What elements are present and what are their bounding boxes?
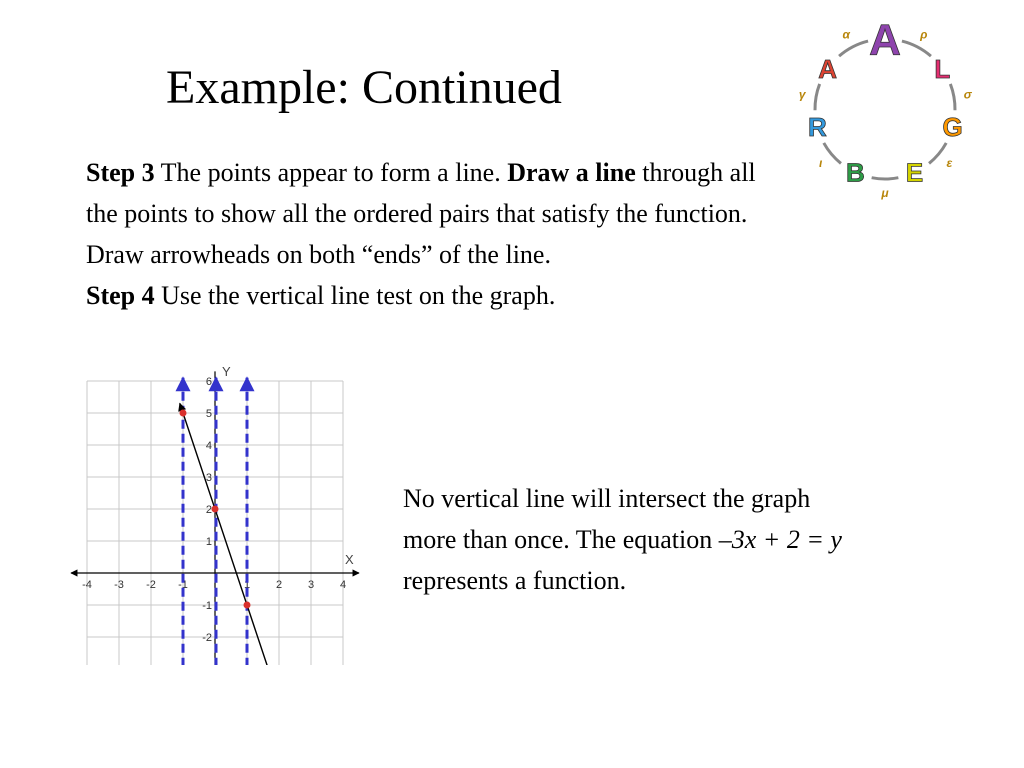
logo-greek-symbol: ε — [946, 155, 953, 170]
y-tick-label: -1 — [202, 600, 212, 612]
step-3-label: Step 3 — [86, 158, 155, 187]
logo-arrow — [824, 143, 841, 163]
conclusion-line-3: represents a function. — [403, 566, 627, 595]
x-tick-label: 3 — [307, 579, 315, 591]
logo-letter: B — [846, 157, 865, 188]
plotted-point — [212, 506, 219, 513]
logo-letter: G — [942, 112, 963, 143]
algebra-logo — [785, 14, 985, 214]
x-tick-label: -2 — [146, 579, 156, 591]
equation-text: –3x + 2 = y — [718, 525, 842, 554]
logo-letter: A — [818, 53, 838, 84]
logo-arrow — [929, 143, 946, 163]
logo-letter: R — [807, 112, 827, 143]
logo-greek-symbol: α — [842, 27, 850, 42]
logo-arrow — [902, 41, 931, 56]
x-axis-label: X — [345, 552, 354, 567]
step-3-paragraph — [86, 152, 786, 275]
logo-greek-symbol: ι — [818, 155, 823, 170]
y-axis-label: Y — [222, 364, 231, 379]
conclusion-line-2 — [403, 519, 1003, 560]
plotted-point — [180, 410, 187, 417]
step-4-text: Use the vertical line test on the graph. — [154, 281, 556, 310]
coordinate-graph — [60, 360, 370, 665]
y-tick-label: 6 — [205, 376, 212, 388]
conclusion-line-2-text: more than once. The equation — [403, 525, 719, 554]
step-4-paragraph — [86, 275, 786, 316]
conclusion-text — [403, 478, 1003, 601]
x-tick-label: 1 — [243, 579, 251, 591]
y-tick-label: 1 — [205, 536, 212, 548]
logo-arrow — [872, 178, 899, 179]
y-tick-label: 4 — [205, 440, 212, 452]
logo-greek-symbol: γ — [798, 87, 806, 102]
step-3-bold-text: Draw a line — [507, 158, 636, 187]
vertical-test-lines — [183, 378, 247, 665]
logo-letter: A — [869, 15, 901, 65]
x-tick-label: -4 — [82, 579, 92, 591]
function-line-segment — [180, 403, 275, 665]
x-tick-label: -3 — [114, 579, 124, 591]
logo-arrow — [950, 84, 955, 110]
logo-arrow — [839, 41, 868, 56]
logo-letters — [808, 15, 963, 187]
logo-arrow — [815, 84, 820, 110]
logo-letter: E — [905, 157, 924, 188]
logo-greek-symbol: ρ — [920, 27, 928, 42]
step-3-text-c: through all the points to show all the ordered pairs that satisfy the function. Draw arrowheads on both “ends” of the line. — [86, 158, 756, 269]
logo-letter: L — [934, 53, 951, 84]
plotted-point — [244, 602, 251, 609]
steps-text — [86, 152, 786, 316]
step-3-text-a: The points appear to form a line. — [154, 158, 508, 187]
y-tick-label: 3 — [205, 472, 212, 484]
x-tick-label: -1 — [178, 579, 188, 591]
x-tick-label: 4 — [339, 579, 347, 591]
x-tick-label: 2 — [275, 579, 283, 591]
slide-title: Example: Continued — [166, 61, 562, 114]
y-tick-label: 5 — [205, 408, 212, 420]
conclusion-line-1: No vertical line will intersect the graph — [403, 484, 811, 513]
step-4-label: Step 4 — [86, 281, 155, 310]
logo-greek-symbol: σ — [963, 87, 972, 102]
y-tick-label: 2 — [205, 504, 212, 516]
function-line — [180, 403, 275, 665]
logo-greek-symbol: μ — [881, 186, 889, 200]
y-tick-label: -2 — [202, 632, 212, 644]
